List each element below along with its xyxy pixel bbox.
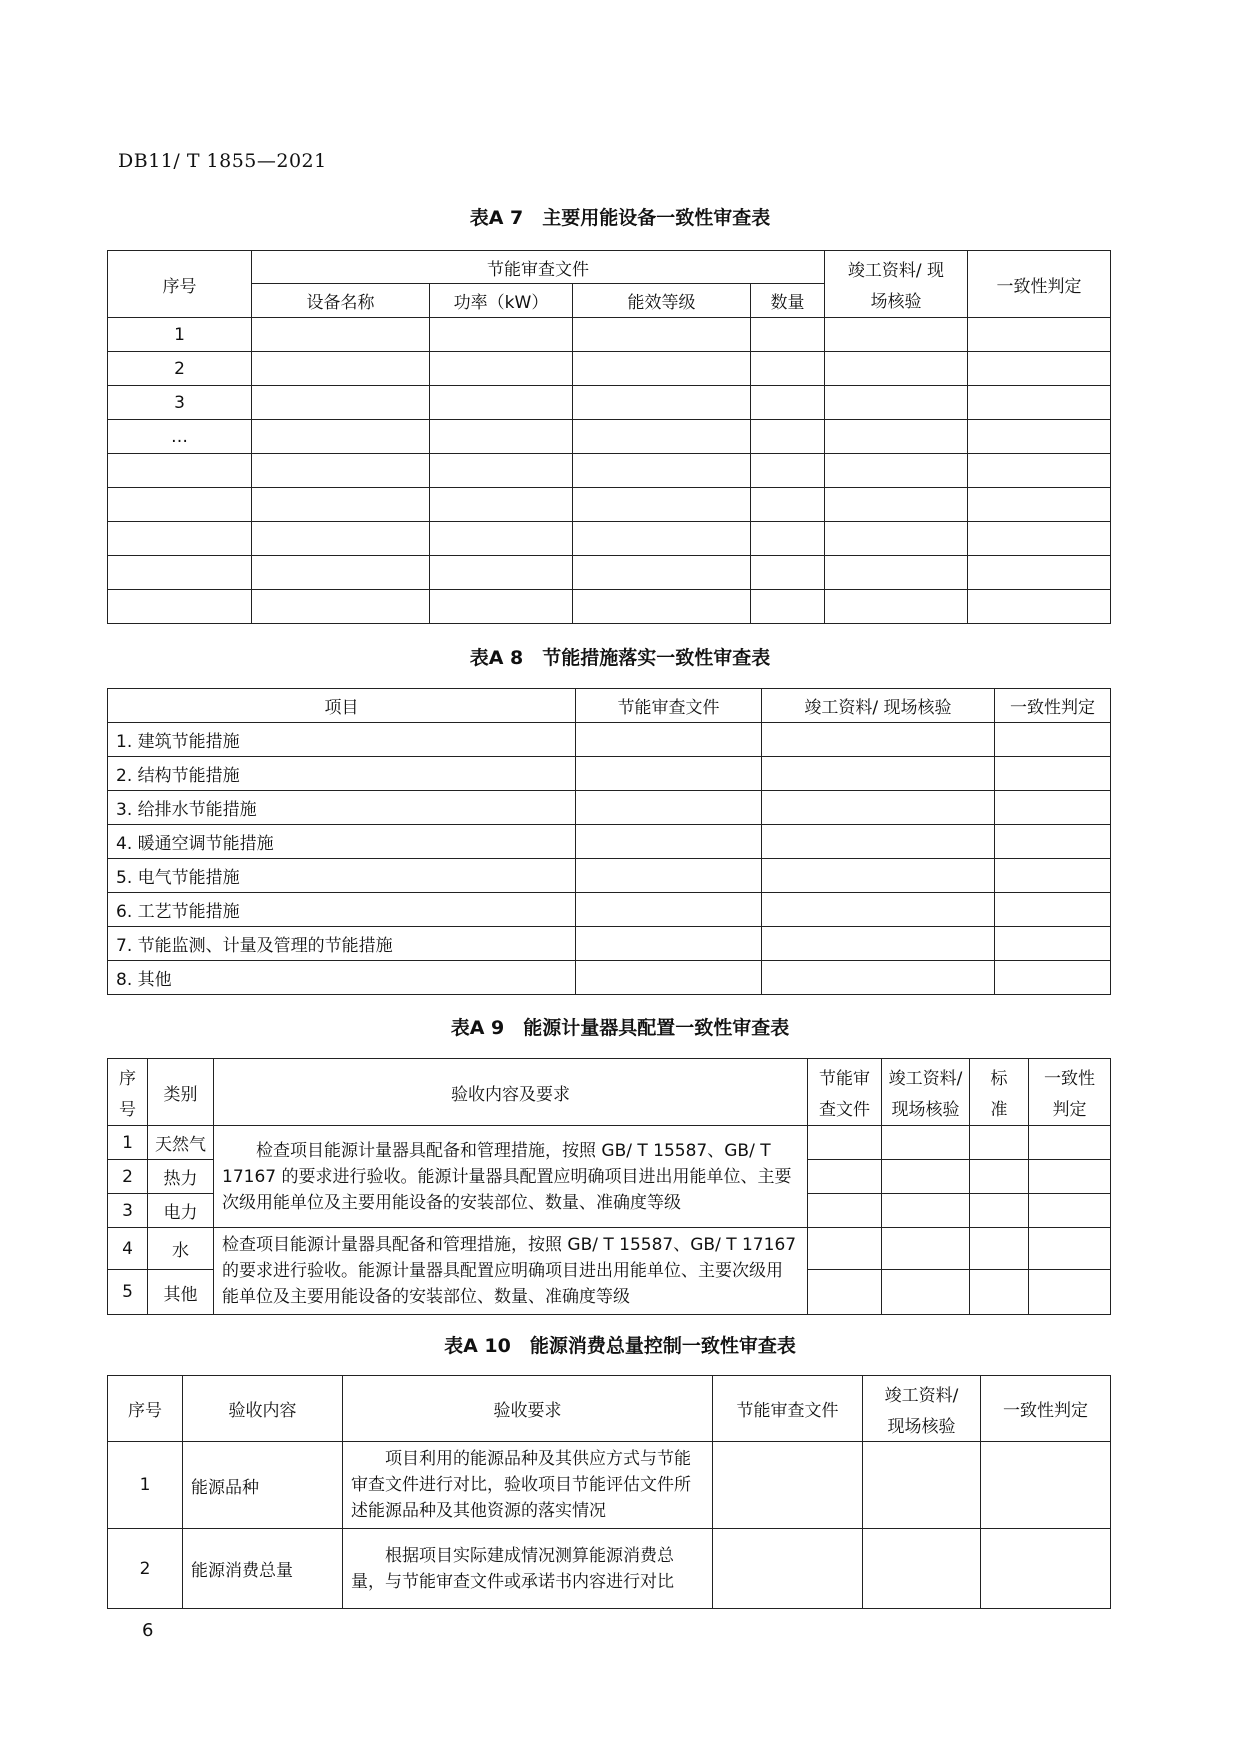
table-row: [108, 961, 1111, 995]
a9-header-site-line1: 竣工资料/: [888, 1069, 963, 1089]
table-row: [108, 1126, 1111, 1160]
table-row: [108, 522, 1111, 556]
table-row: [108, 791, 1111, 825]
a9-header-site-line2: 现场核验: [891, 1100, 960, 1120]
a10-header-judge: 一致性判定: [981, 1376, 1111, 1442]
table-row: [108, 757, 1111, 791]
a8-header-item: 项目: [108, 689, 576, 723]
table-a7-caption: 表A 7 主要用能设备一致性审查表: [469, 207, 771, 229]
a9-row-cat: 电力: [148, 1194, 214, 1228]
a9-row-seq: 1: [108, 1126, 148, 1160]
table-row: [108, 454, 1111, 488]
table-a8: [107, 688, 1111, 995]
a10-row-content: 能源品种: [183, 1442, 343, 1529]
table-row: [108, 590, 1111, 624]
table-row: [108, 825, 1111, 859]
a8-row-item: 3. 给排水节能措施: [108, 791, 576, 825]
table-row: [108, 318, 1111, 352]
a9-header-judge: [1029, 1059, 1111, 1126]
table-row: [108, 352, 1111, 386]
a7-row-seq: 2: [108, 352, 252, 386]
a8-row-item: 8. 其他: [108, 961, 576, 995]
a7-header-eff: 能效等级: [573, 284, 751, 318]
table-a7: [107, 250, 1111, 624]
a7-header-site: [825, 251, 968, 318]
a9-header-site: [882, 1059, 970, 1126]
table-a9-caption: 表A 9 能源计量器具配置一致性审查表: [450, 1017, 790, 1039]
table-row: [108, 927, 1111, 961]
a9-row-cat: 水: [148, 1228, 214, 1270]
a10-row-content: 能源消费总量: [183, 1529, 343, 1609]
a8-row-item: 1. 建筑节能措施: [108, 723, 576, 757]
a8-header-site: 竣工资料/ 现场核验: [762, 689, 995, 723]
table-row: [108, 420, 1111, 454]
a10-row-seq: 1: [108, 1442, 183, 1529]
a7-header-site-line2: 场核验: [870, 292, 922, 312]
a9-row-seq: 4: [108, 1228, 148, 1270]
a9-header-std-line2: 准: [990, 1100, 1008, 1120]
a9-header-content: 验收内容及要求: [214, 1059, 808, 1126]
a8-header-doc: 节能审查文件: [576, 689, 762, 723]
a9-requirement-a: 检查项目能源计量器具配备和管理措施，按照 GB/ T 15587、GB/ T 17167 的要求进行验收。能源计量器具配置应明确项目进出用能单位、主要次级用能单位及主要用能设备的安装部位、数量、准确度等级: [214, 1126, 808, 1228]
table-a9: [107, 1058, 1111, 1315]
a9-header-judge-line1: 一致性: [1044, 1069, 1095, 1089]
table-row: [108, 386, 1111, 420]
document-header: DB11/ T 1855—2021: [118, 150, 327, 172]
a9-row-seq: 2: [108, 1160, 148, 1194]
a7-row-seq: 1: [108, 318, 252, 352]
a9-header-std: [970, 1059, 1029, 1126]
table-a8-caption: 表A 8 节能措施落实一致性审查表: [469, 647, 771, 669]
a10-header-site-line1: 竣工资料/: [884, 1385, 959, 1406]
a8-header-judge: 一致性判定: [995, 689, 1111, 723]
a7-row-seq: [108, 522, 252, 556]
a10-row-req: 项目利用的能源品种及其供应方式与节能审查文件进行对比，验收项目节能评估文件所述能源品种及其他资源的落实情况: [343, 1442, 713, 1529]
a7-row-seq: [108, 488, 252, 522]
table-a10-caption: 表A 10 能源消费总量控制一致性审查表: [444, 1335, 796, 1357]
a10-header-site-line2: 现场核验: [887, 1416, 956, 1437]
a8-row-item: 2. 结构节能措施: [108, 757, 576, 791]
a9-row-cat: 天然气: [148, 1126, 214, 1160]
a7-row-seq: [108, 556, 252, 590]
a7-row-seq: …: [108, 420, 252, 454]
page-number: 6: [142, 1620, 154, 1641]
a7-header-site-line1: 竣工资料/ 现: [847, 261, 945, 281]
table-row: [108, 1228, 1111, 1270]
table-row: [108, 859, 1111, 893]
table-a10: [107, 1375, 1111, 1609]
table-row: [108, 1529, 1111, 1609]
a9-header-seq: [108, 1059, 148, 1126]
a8-row-item: 6. 工艺节能措施: [108, 893, 576, 927]
a9-header-judge-line2: 判定: [1052, 1100, 1087, 1120]
a7-header-judge: 一致性判定: [968, 251, 1111, 318]
a7-header-power: 功率（kW）: [430, 284, 573, 318]
a7-row-seq: [108, 454, 252, 488]
a9-row-seq: 5: [108, 1270, 148, 1315]
a9-row-seq: 3: [108, 1194, 148, 1228]
table-row: [108, 1442, 1111, 1529]
a9-header-doc-line2: 查文件: [819, 1100, 870, 1120]
a9-requirement-b: 检查项目能源计量器具配备和管理措施，按照 GB/ T 15587、GB/ T 17167 的要求进行验收。能源计量器具配置应明确项目进出用能单位、主要次级用能单位及主要用能设备的安装部位、数量、准确度等级: [214, 1228, 808, 1315]
a9-row-cat: 热力: [148, 1160, 214, 1194]
a10-header-req: 验收要求: [343, 1376, 713, 1442]
table-row: [108, 893, 1111, 927]
a9-header-doc-line1: 节能审: [819, 1069, 870, 1089]
a7-header-doc: 节能审查文件: [252, 251, 825, 284]
a10-row-seq: 2: [108, 1529, 183, 1609]
a10-header-content: 验收内容: [183, 1376, 343, 1442]
a9-row-cat: 其他: [148, 1270, 214, 1315]
a9-header-doc: [808, 1059, 882, 1126]
table-row: [108, 488, 1111, 522]
a7-header-qty: 数量: [751, 284, 825, 318]
a9-header-seq-line1: 序: [119, 1069, 136, 1089]
table-row: [108, 723, 1111, 757]
a9-header-cat: 类别: [148, 1059, 214, 1126]
a7-header-seq: 序号: [108, 251, 252, 318]
a10-header-doc: 节能审查文件: [713, 1376, 863, 1442]
a8-row-item: 4. 暖通空调节能措施: [108, 825, 576, 859]
a7-row-seq: 3: [108, 386, 252, 420]
a7-row-seq: [108, 590, 252, 624]
a10-row-req: 根据项目实际建成情况测算能源消费总量，与节能审查文件或承诺书内容进行对比: [343, 1529, 713, 1609]
a8-row-item: 5. 电气节能措施: [108, 859, 576, 893]
a10-header-site: [863, 1376, 981, 1442]
a9-header-seq-line2: 号: [119, 1100, 136, 1120]
a9-header-std-line1: 标: [990, 1069, 1008, 1089]
a7-header-name: 设备名称: [252, 284, 430, 318]
a8-row-item: 7. 节能监测、计量及管理的节能措施: [108, 927, 576, 961]
a10-header-seq: 序号: [108, 1376, 183, 1442]
table-row: [108, 556, 1111, 590]
